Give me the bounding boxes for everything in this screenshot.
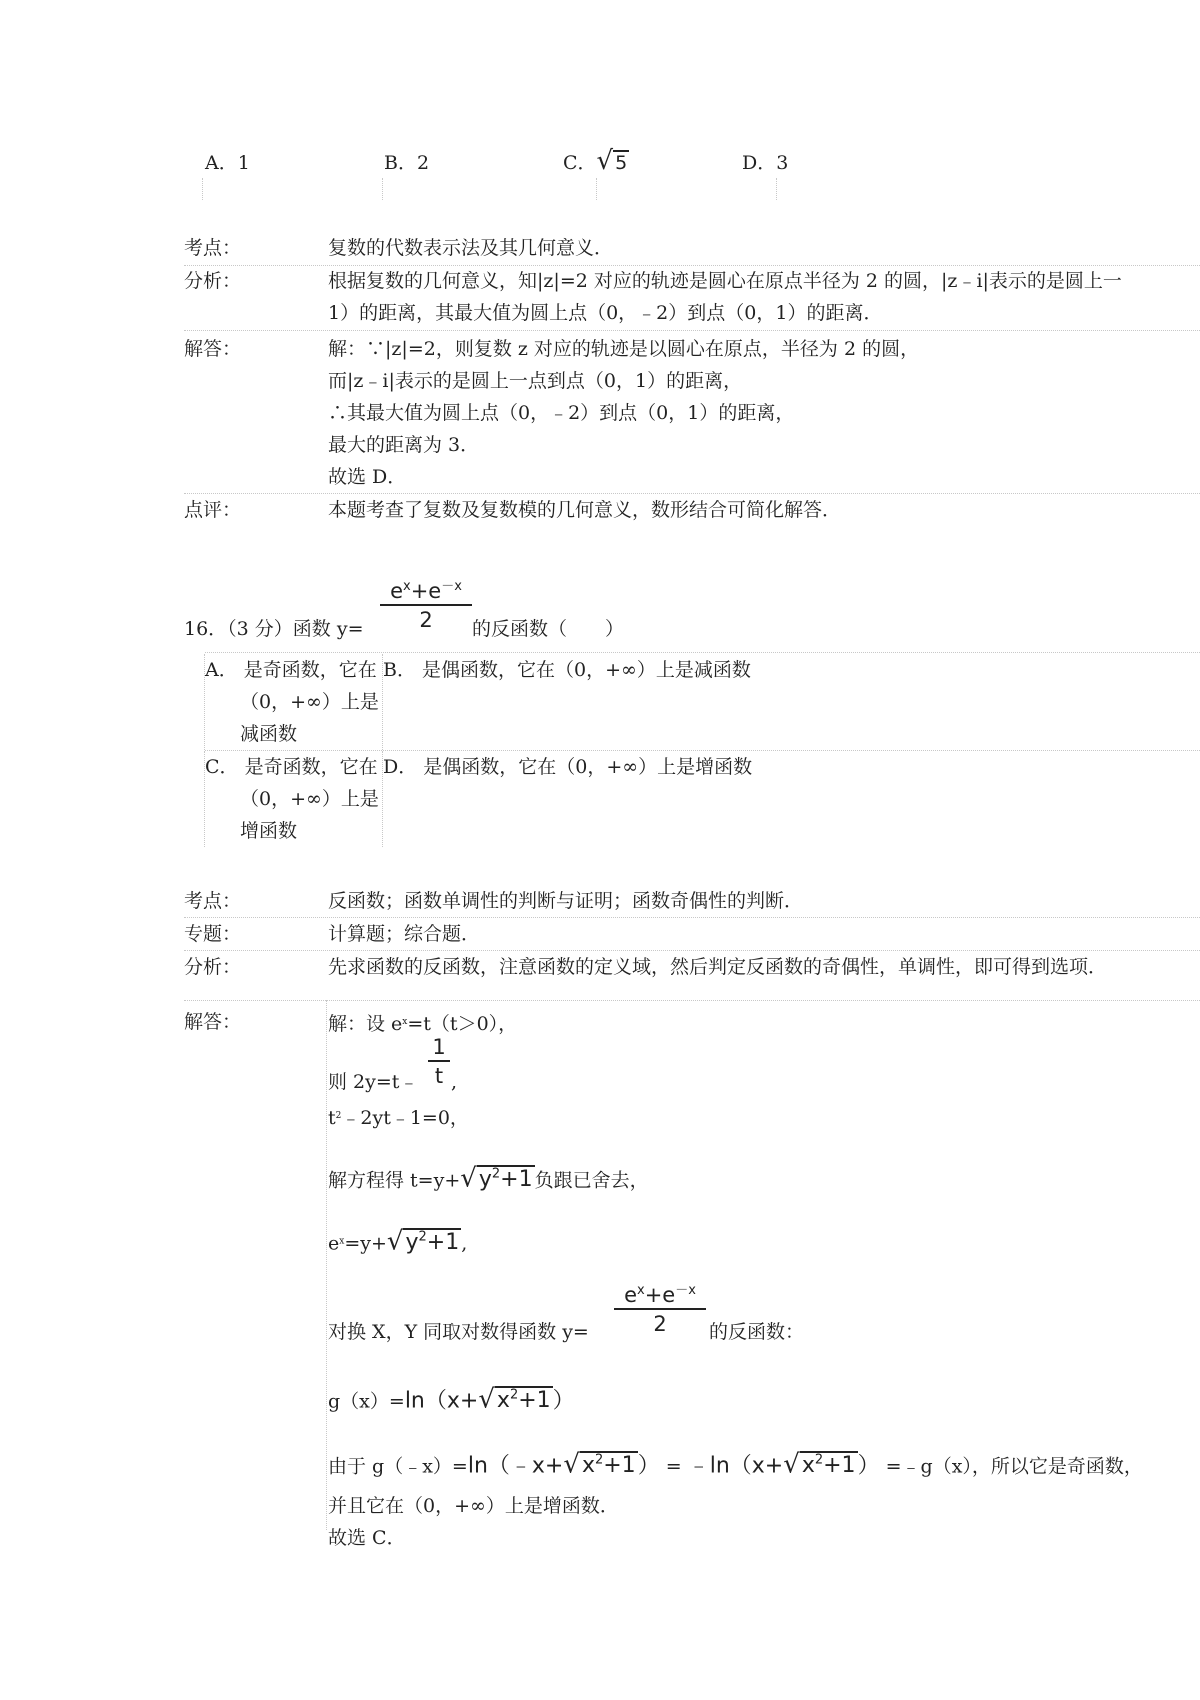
jieda-label: 解答： — [184, 1011, 242, 1033]
option-a-line1: A． 是奇函数，它在 — [205, 659, 377, 681]
solution-line-1: 解：设 $e^x=t(t>0)$， — [328, 1013, 518, 1035]
option-c-line1: C． 是奇函数，它在 — [205, 756, 378, 778]
sqrt-symbol: $√x^2+1$ — [783, 1449, 856, 1480]
q16-stem-suffix: 的反函数（ ） — [472, 618, 625, 640]
zhuanti-label: 专题： — [184, 923, 242, 945]
solution-line-3: $t^2﹣2yt﹣1=0$， — [328, 1107, 469, 1129]
solution-line-5: $e^x=y+√y^2+1$ , — [328, 1222, 467, 1259]
divider — [184, 330, 1200, 331]
dianping-text: 本题考查了复数及复数模的几何意义，数形结合可简化解答． — [328, 499, 842, 521]
solution-line-10: 故选 C． — [328, 1527, 406, 1549]
divider — [596, 178, 597, 200]
sqrt-symbol: $√x^2+1$ — [563, 1449, 636, 1480]
sqrt-symbol: √ 5 — [596, 146, 628, 176]
jieda-line: 故选 D． — [328, 466, 407, 488]
divider — [382, 178, 383, 200]
solution-line-7: $g(x)=\ln(x+√x^2+1)$ — [328, 1380, 575, 1417]
fraction: $e^x+e^{-x}$ 2 — [614, 1278, 706, 1338]
divider — [205, 652, 1200, 653]
divider — [326, 1000, 327, 1530]
divider — [184, 1000, 1200, 1001]
fenxi-text: 先求函数的反函数，注意函数的定义域，然后判定反函数的奇偶性，单调性，即可得到选项． — [328, 956, 1108, 978]
zhuanti-text: 计算题；综合题． — [328, 923, 481, 945]
option-a: A．1 — [205, 152, 250, 174]
jieda-line: 解：∵|z|=2，则复数 z 对应的轨迹是以圆心在原点，半径为 2 的圆， — [328, 338, 920, 360]
fenxi-text-2: 1）的距离，其最大值为圆上点（0，﹣2）到点（0，1）的距离． — [328, 302, 883, 324]
dianping-label: 点评： — [184, 499, 242, 521]
divider — [202, 178, 203, 200]
kaodian-label: 考点： — [184, 890, 242, 912]
jieda-line: 而|z﹣i|表示的是圆上一点到点（0，1）的距离， — [328, 370, 743, 392]
jieda-line: 最大的距离为 3． — [328, 434, 480, 456]
solution-line-2: 则 2y=t﹣ — [328, 1071, 419, 1093]
solution-line-9: 并且它在（0，+∞）上是增函数． — [328, 1495, 619, 1517]
jieda-label: 解答： — [184, 338, 242, 360]
sqrt-symbol: $√y^2+1$ — [386, 1226, 460, 1257]
option-c: C．√ 5 — [563, 145, 629, 179]
fraction: $e^x+e^{-x}$ 2 — [380, 574, 472, 634]
sqrt-symbol: $√y^2+1$ — [460, 1163, 533, 1194]
solution-line-8: 由于 $g(﹣x)=\ln(﹣x+√x^2+1)$ = $﹣\ln(x+√x^2+1)$ =﹣g（x），所以它是奇函数， — [328, 1445, 1143, 1482]
fenxi-text-1: 根据复数的几何意义，知|z|=2 对应的轨迹是圆心在原点半径为 2 的圆，|z﹣i|表示的是圆上一 — [328, 270, 1122, 292]
option-c-line2: （0，+∞）上是 — [240, 788, 379, 810]
option-a-line2: （0，+∞）上是 — [240, 691, 379, 713]
option-d: D． 是偶函数，它在（0，+∞）上是增函数 — [383, 756, 753, 778]
option-b: B． 是偶函数，它在（0，+∞）上是减函数 — [383, 659, 751, 681]
option-c-line3: 增函数 — [240, 820, 298, 842]
solution-line-6: 对换 X，Y 同取对数得函数 y= — [328, 1321, 589, 1343]
divider — [382, 751, 383, 847]
fenxi-label: 分析： — [184, 270, 242, 292]
divider — [204, 654, 205, 750]
kaodian-text: 反函数；函数单调性的判断与证明；函数奇偶性的判断． — [328, 890, 804, 912]
kaodian-text: 复数的代数表示法及其几何意义． — [328, 237, 614, 259]
fenxi-label: 分析： — [184, 956, 242, 978]
option-a-line3: 减函数 — [240, 723, 298, 745]
jieda-line: ∴其最大值为圆上点（0，﹣2）到点（0，1）的距离， — [328, 402, 795, 424]
fraction: 1 t — [428, 1034, 450, 1090]
sqrt-symbol: $√x^2+1$ — [478, 1384, 551, 1415]
option-d: D．3 — [742, 152, 789, 174]
divider — [382, 654, 383, 750]
divider — [204, 751, 205, 847]
kaodian-label: 考点： — [184, 237, 242, 259]
q16-stem-prefix: 16．（3 分）函数 y= — [184, 618, 364, 640]
solution-line-4: 解方程得 $t=y+√y^2+1$ 负跟已舍去， — [328, 1159, 649, 1196]
divider — [776, 178, 777, 200]
option-b: B．2 — [384, 152, 430, 174]
